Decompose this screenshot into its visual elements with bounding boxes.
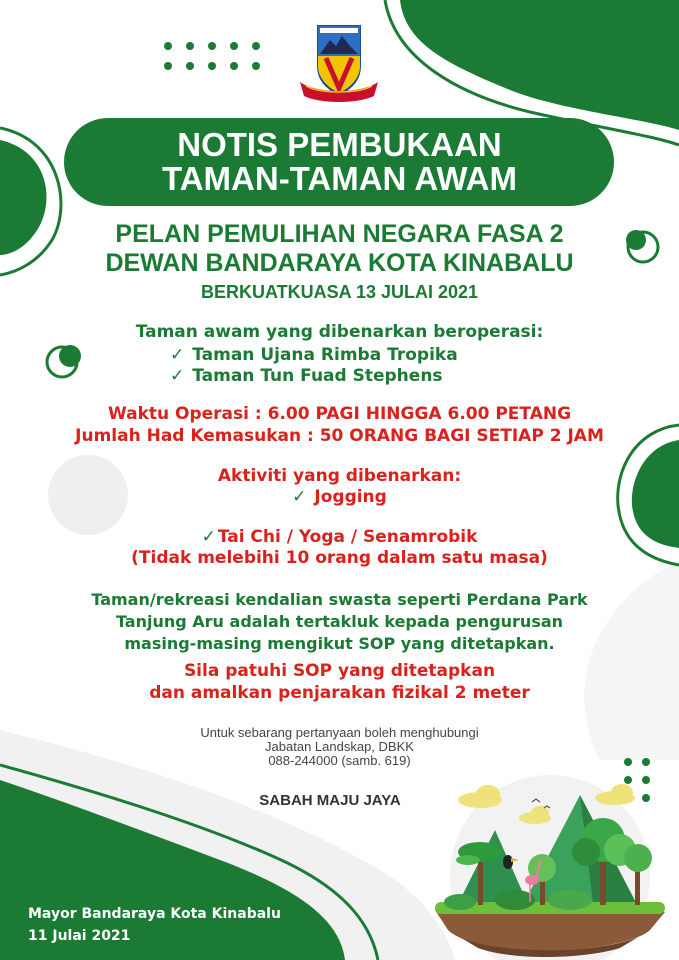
contact-line3: 088-244000 (samb. 619) [268, 753, 411, 768]
sop-note [0, 660, 679, 704]
activity-item-1 [0, 487, 679, 507]
private-parks-line3: masing-masing mengikut SOP yang ditetapkan. [124, 634, 555, 653]
operation-hours: Waktu Operasi : 6.00 PAGI HINGGA 6.00 PETANG [107, 404, 572, 424]
activity-item-2 [0, 527, 679, 547]
footer-signature [28, 903, 281, 947]
park-item-label: Taman Ujana Rimba Tropika [192, 345, 458, 365]
activity-label: Tai Chi / Yoga / Senamrobik [217, 527, 478, 547]
slogan: SABAH MAJU JAYA [259, 792, 401, 809]
dbkk-crest-icon [296, 22, 382, 104]
parks-heading: Taman awam yang dibenarkan beroperasi: [135, 322, 544, 342]
sop-line1: Sila patuhi SOP yang ditetapkan [183, 661, 496, 681]
park-item-label: Taman Tun Fuad Stephens [192, 366, 443, 386]
checkmark-icon: ✓ [170, 366, 185, 386]
subtitle-block [0, 220, 679, 278]
dot-grid-top [164, 42, 260, 70]
activities-heading: Aktiviti yang dibenarkan: [217, 466, 462, 486]
footer-signatory: Mayor Bandaraya Kota Kinabalu [28, 906, 281, 922]
checkmark-icon: ✓ [201, 527, 216, 547]
page-title-line2: TAMAN-TAMAN AWAM [162, 160, 517, 197]
private-parks-line2: Tanjung Aru adalah tertakluk kepada pengurusan [115, 612, 564, 631]
footer-date: 11 Julai 2021 [28, 928, 131, 944]
effective-date: BERKUATKUASA 13 JULAI 2021 [200, 282, 479, 302]
small-dot-left [59, 345, 81, 367]
contact-line2: Jabatan Landskap, DBKK [265, 739, 414, 754]
private-parks-note [0, 589, 679, 655]
checkmark-icon: ✓ [170, 345, 185, 365]
page-title-line1: NOTIS PEMBUKAAN [177, 126, 502, 163]
forest-island-illustration [420, 770, 675, 960]
page-title [0, 128, 679, 196]
park-item-2 [170, 366, 443, 386]
activity-note: (Tidak melebihi 10 orang dalam satu masa) [131, 548, 548, 568]
activity-label: Jogging [314, 487, 387, 507]
top-right-blob [400, 0, 679, 130]
private-parks-line1: Taman/rekreasi kendalian swasta seperti Perdana Park [91, 590, 588, 609]
contact-info [0, 726, 679, 768]
contact-line1: Untuk sebarang pertanyaan boleh menghubungi [200, 725, 479, 740]
sop-line2: dan amalkan penjarakan fizikal 2 meter [149, 683, 530, 703]
entry-limit: Jumlah Had Kemasukan : 50 ORANG BAGI SETIAP 2 JAM [75, 426, 604, 446]
subtitle-line2: DEWAN BANDARAYA KOTA KINABALU [105, 249, 574, 277]
park-item-1 [170, 345, 458, 365]
subtitle-line1: PELAN PEMULIHAN NEGARA FASA 2 [115, 220, 564, 248]
checkmark-icon: ✓ [292, 487, 307, 507]
